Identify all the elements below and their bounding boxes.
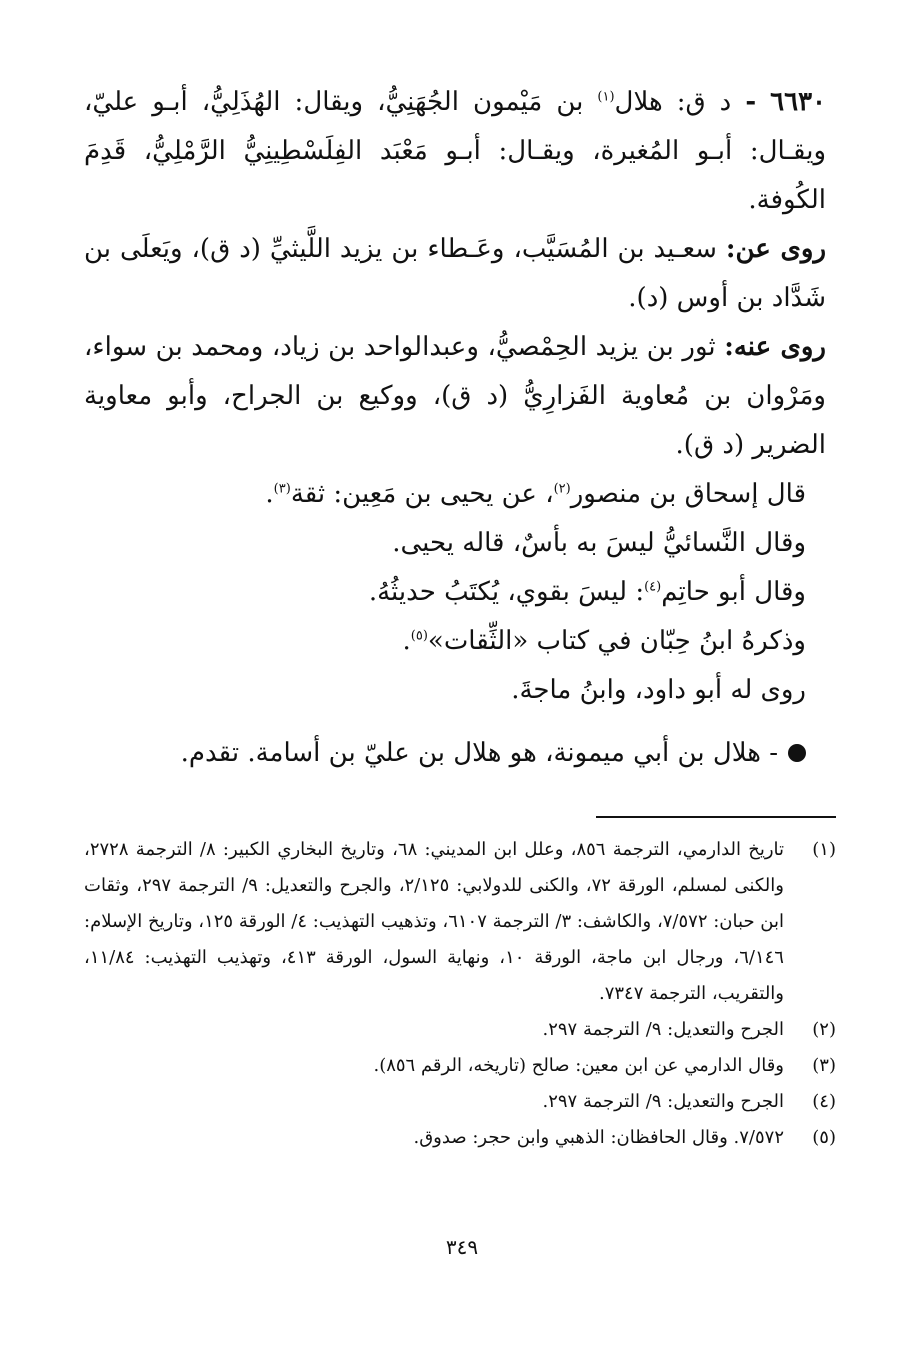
footnote-ref-2: (٢) — [553, 481, 571, 497]
page-number: ٣٤٩ — [445, 1235, 479, 1259]
quote-line-5 — [84, 666, 836, 715]
quote-line-3 — [84, 568, 836, 617]
quote-text: وقال النَّسائيُّ ليسَ به بأسٌ، قاله يحيى. — [392, 528, 806, 558]
footnote-2 — [84, 1012, 836, 1048]
quote-text: وقال أبو حاتِم — [661, 577, 806, 607]
quote-text: . — [265, 479, 274, 509]
entry-heading-paragraph: ٦٦٣٠ - د ق: هلال$^{(١)}$ بن مَيْمون الجُهَنِيُّ، ويقال: الهُذَلِيُّ، أبـو عليّ، ويقـال: أبـو المُغيرة، ويقـال: أبـو مَعْبَد الفِلَسْطِينِيُّ الرَّمْلِيُّ، قَدِمَ الكُوفة. — [84, 87, 827, 215]
footnote-3 — [84, 1048, 836, 1084]
footnote-text: ٧/٥٧٢. وقال الحافظان: الذهبي وابن حجر: صدوق. — [413, 1127, 784, 1148]
main-text — [84, 78, 836, 778]
entry-name: هلال — [614, 87, 663, 117]
footnote-5 — [84, 1120, 836, 1156]
quote-text: روى له أبو داود، وابنُ ماجةَ. — [511, 675, 806, 705]
footnote-separator — [596, 816, 836, 818]
bullet-dot-icon — [788, 744, 806, 762]
narrated-from-label: روى عن: — [725, 234, 827, 264]
quote-line-4 — [84, 617, 836, 666]
footnote-ref-4: (٤) — [644, 579, 662, 595]
quote-line-2 — [84, 519, 836, 568]
entry-codes: د ق — [685, 87, 732, 117]
quote-text: : ليسَ بقوي، يُكتَبُ حديثُهُ. — [368, 577, 645, 607]
footnote-number: (٥) — [812, 1127, 836, 1148]
crossref-text: - هلال بن أبي ميمونة، هو هلال بن عليّ بن أسامة. تقدم. — [180, 738, 778, 768]
crossref-paragraph — [84, 729, 836, 778]
narrated-by-text: ثور بن يزيد الحِمْصيُّ، وعبدالواحد بن زياد، ومحمد بن سواء، ومَرْوان بن مُعاوية الفَزارِيُّ (د ق)، ووكيع بن الجراح، وأبو معاوية الضرير (د ق). — [84, 332, 826, 460]
footnote-1 — [84, 832, 836, 1012]
entry-intro-text: بن مَيْمون الجُهَنِيُّ، ويقال: الهُذَلِيُّ، أبـو عليّ، ويقـال: أبـو المُغيرة، ويقـال: أبـو مَعْبَد الفِلَسْطِينِيُّ الرَّمْلِيُّ، قَدِمَ الكُوفة. — [84, 87, 826, 215]
footnote-ref-1: (١) — [597, 89, 615, 105]
narrated-by-paragraph — [84, 323, 836, 470]
footnote-number: (٣) — [812, 1055, 836, 1076]
narrated-from-text: سعـيد بن المُسَيَّب، وعَـطاء بن يزيد اللَّيثيِّ (د ق)، ويَعلَى بن شَدَّاد بن أوس (د). — [84, 234, 826, 313]
footnote-text: الجرح والتعديل: ٩/ الترجمة ٢٩٧. — [542, 1091, 784, 1112]
quote-text: . — [402, 626, 411, 656]
quote-text: وذكرهُ ابنُ حِبّان في كتاب «الثِّقات» — [427, 626, 806, 656]
footnote-text: وقال الدارمي عن ابن معين: صالح (تاريخه، الرقم ٨٥٦). — [373, 1055, 784, 1076]
footnotes — [84, 832, 836, 1156]
footnote-text: الجرح والتعديل: ٩/ الترجمة ٢٩٧. — [542, 1019, 784, 1040]
narrated-by-label: روى عنه: — [724, 332, 826, 362]
footnote-text: تاريخ الدارمي، الترجمة ٨٥٦، وعلل ابن المديني: ٦٨، وتاريخ البخاري الكبير: ٨/ الترجمة ٢٧٢٨، والكنى لمسلم، الورقة ٧٢، والكنى للدولابي: ٢/١٢٥، والجرح والتعديل: ٩/ الترجمة ٢٩٧، وثقات ابن حبان: ٧/٥٧٢، والكاشف: ٣/ الترجمة ٦١٠٧، وتذهيب التهذيب: ٤/ الورقة ١٢٥، وتاريخ الإسلام: ٦/١٤٦، ورجال ابن ماجة، الورقة ١٠، ونهاية السول، الورقة ٤١٣، وتهذيب التهذيب: ١١/٨٤، والتقريب، الترجمة ٧٣٤٧. — [84, 839, 785, 1004]
quote-text: قال إسحاق بن منصور — [570, 479, 806, 509]
quote-text: ، عن يحيى بن مَعِين: ثقة — [290, 479, 554, 509]
footnote-number: (١) — [812, 839, 836, 860]
footnote-4 — [84, 1084, 836, 1120]
footnote-ref-5: (٥) — [410, 628, 428, 644]
entry-number: ٦٦٣٠ — [770, 87, 827, 117]
footnote-number: (٢) — [812, 1019, 836, 1040]
footnote-number: (٤) — [812, 1091, 836, 1112]
quote-line-1 — [84, 470, 836, 519]
footnote-ref-3: (٣) — [273, 481, 291, 497]
narrated-from-paragraph — [84, 225, 836, 323]
